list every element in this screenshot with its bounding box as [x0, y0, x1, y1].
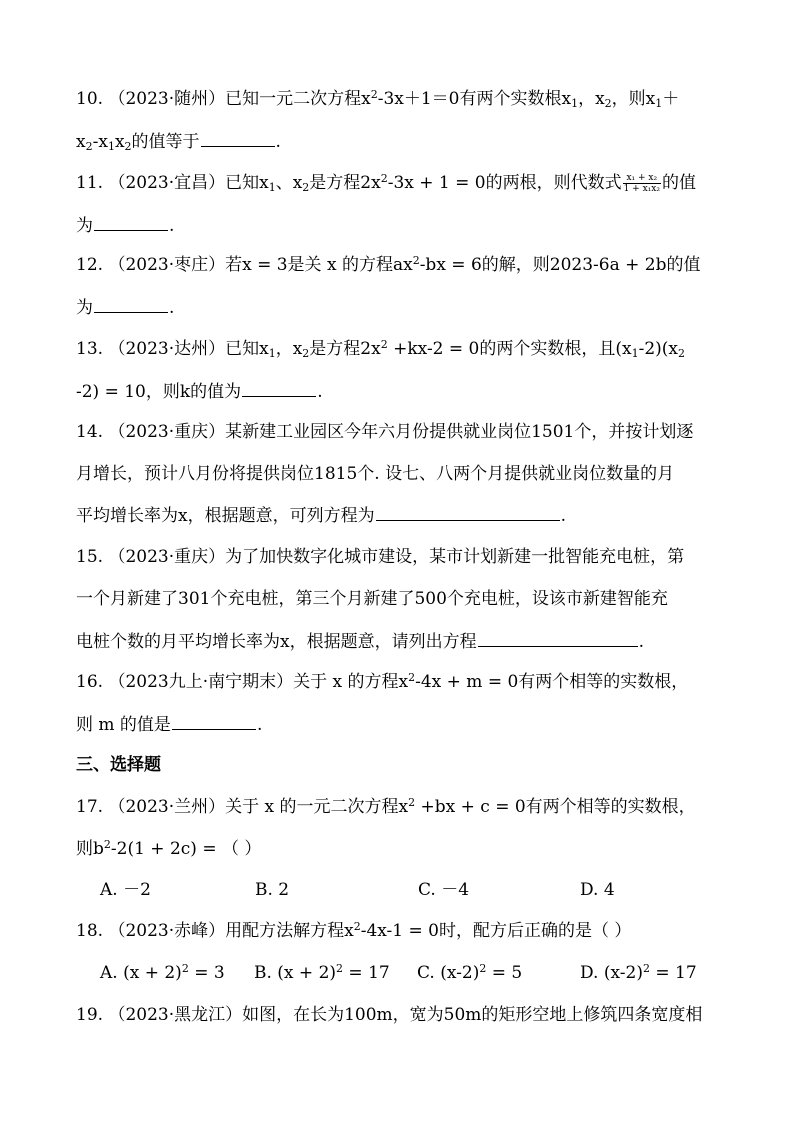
question-14-text: 平均增长率为x，根据题意，可列方程为	[76, 506, 375, 526]
question-19-line-1: 19. （2023·黑龙江）如图，在长为100m，宽为50m的矩形空地上修筑四条宽度相	[76, 1005, 703, 1025]
option-text: = 17	[343, 963, 390, 983]
question-12-text: 12. （2023·枣庄）若x = 3是关 x 的方程ax	[76, 255, 413, 275]
question-11-text: 、x	[275, 173, 303, 193]
question-15-line-3	[76, 630, 644, 653]
question-16-text: -4x + m = 0有两个相等的实数根，	[415, 672, 689, 692]
question-11-text: 是方程2x	[309, 173, 381, 193]
question-11-text: .	[169, 216, 175, 236]
fraction-numerator: x₁ + x₂	[623, 173, 661, 184]
subscript: 2	[678, 347, 686, 360]
subscript: 2	[124, 140, 132, 153]
option-b[interactable]	[254, 962, 390, 984]
superscript: 2	[479, 962, 487, 975]
option-d[interactable]: D. 4	[580, 880, 615, 900]
answer-blank[interactable]	[201, 130, 275, 147]
option-c[interactable]	[417, 962, 522, 984]
subscript: 2	[604, 97, 612, 110]
question-10-line-1	[76, 88, 679, 110]
question-16-line-1	[76, 671, 688, 693]
question-11-line-1	[76, 172, 696, 194]
subscript: 1	[268, 347, 276, 360]
question-12-line-1	[76, 254, 700, 276]
option-text: A. (x + 2)	[100, 963, 182, 983]
question-14-line-3	[76, 504, 566, 527]
question-14-text: .	[560, 506, 566, 526]
question-13-text: +kx-2 = 0的两个实数根，且(x	[387, 339, 632, 359]
option-text: = 17	[649, 963, 697, 983]
question-15-line-2: 一个月新建了301个充电桩，第三个月新建了500个充电桩，设该市新建智能充	[76, 589, 668, 609]
answer-blank[interactable]	[242, 380, 316, 397]
question-14-line-1: 14. （2023·重庆）某新建工业园区今年六月份提供就业岗位1501个，并按计划逐	[76, 422, 694, 442]
question-10-line-2	[76, 130, 281, 153]
question-16-text: .	[256, 715, 263, 735]
subscript: 1	[107, 140, 115, 153]
question-13-line-1	[76, 338, 685, 360]
superscript: 2	[412, 254, 420, 267]
subscript: 2	[302, 181, 310, 194]
question-13-line-2	[76, 380, 323, 403]
option-a[interactable]: A. －2	[100, 880, 151, 900]
question-16-line-2	[76, 713, 262, 736]
question-18-line-1	[76, 920, 631, 942]
question-18-text: -4x-1 = 0时，配方后正确的是（ ）	[360, 921, 632, 941]
question-17-text: 17. （2023·兰州）关于 x 的一元二次方程x	[76, 797, 409, 817]
question-10-text: .	[275, 132, 281, 152]
question-16-text: 则 m 的值是	[76, 715, 171, 735]
answer-blank[interactable]	[376, 504, 560, 521]
subscript: 1	[268, 181, 276, 194]
option-text: B. (x + 2)	[254, 963, 337, 983]
question-10-text: x	[76, 132, 86, 152]
question-10-text: -x	[92, 132, 108, 152]
question-15-text: .	[638, 632, 644, 652]
subscript: 2	[302, 347, 310, 360]
question-10-text: ＋	[662, 89, 680, 109]
question-10-text: -3x＋1＝0有两个实数根x	[377, 89, 572, 109]
option-d[interactable]	[580, 962, 697, 984]
question-17-line-1	[76, 796, 696, 818]
option-c[interactable]: C. －4	[418, 880, 470, 900]
section-heading: 三、选择题	[76, 755, 161, 775]
option-b[interactable]: B. 2	[255, 880, 290, 900]
question-12-text: -bx = 6的解，则2023-6a + 2b的值	[419, 255, 701, 275]
question-12-text: .	[169, 298, 175, 318]
superscript: 2	[353, 920, 361, 933]
question-14-line-2: 月增长，预计八月份将提供岗位1815个. 设七、八两个月提供就业岗位数量的月	[76, 464, 675, 484]
question-13-text: .	[317, 382, 323, 402]
question-15-line-1: 15. （2023·重庆）为了加快数字化城市建设，某市计划新建一批智能充电桩，第	[76, 547, 685, 567]
question-10-text: x	[114, 132, 125, 152]
superscript: 2	[408, 671, 416, 684]
question-11-text: 11. （2023·宜昌）已知x	[76, 173, 269, 193]
question-13-text: ，x	[275, 339, 303, 359]
option-a[interactable]	[100, 962, 225, 984]
answer-blank[interactable]	[478, 630, 638, 647]
question-13-text: 是方程2x	[309, 339, 381, 359]
superscript: 2	[380, 172, 388, 185]
question-10-text: 10. （2023·随州）已知一元二次方程x	[76, 89, 371, 109]
answer-blank[interactable]	[172, 713, 256, 730]
question-11-text: 为	[76, 216, 93, 236]
superscript: 2	[408, 796, 416, 809]
question-11-text: -3x + 1 = 0的两根，则代数式	[387, 173, 622, 193]
option-text: D. (x-2)	[580, 963, 643, 983]
superscript: 2	[336, 962, 344, 975]
subscript: 1	[571, 97, 579, 110]
question-11-line-2	[76, 214, 174, 237]
question-17-text: +bx + c = 0有两个相等的实数根，	[415, 797, 696, 817]
question-12-text: 为	[76, 298, 93, 318]
fraction-denominator: 1 + x₁x₂	[623, 184, 660, 194]
question-18-text: 18. （2023·赤峰）用配方法解方程x	[76, 921, 354, 941]
subscript: 2	[85, 140, 93, 153]
question-13-text: 13. （2023·达州）已知x	[76, 339, 269, 359]
question-15-text: 电桩个数的月平均增长率为x，根据题意，请列出方程	[76, 632, 477, 652]
superscript: 2	[380, 338, 388, 351]
question-17-line-2	[76, 838, 261, 860]
question-13-text: -2) = 10，则k的值为	[76, 382, 242, 402]
question-10-text: ，则x	[611, 89, 656, 109]
question-11-text: 的值	[661, 173, 696, 193]
question-10-text: 的值等于	[131, 132, 200, 152]
question-16-text: 16. （2023九上·南宁期末）关于 x 的方程x	[76, 672, 409, 692]
superscript: 2	[642, 962, 650, 975]
superscript: 2	[181, 962, 189, 975]
superscript: 2	[370, 88, 378, 101]
question-10-text: ，x	[578, 89, 605, 109]
question-13-text: -2)(x	[638, 339, 679, 359]
option-text: C. (x-2)	[417, 963, 480, 983]
option-text: = 5	[486, 963, 523, 983]
option-text: = 3	[188, 963, 225, 983]
subscript: 1	[655, 97, 663, 110]
answer-blank[interactable]	[94, 296, 168, 313]
question-17-text: 则b	[76, 839, 104, 859]
question-17-text: -2(1 + 2c) = （ ）	[110, 839, 262, 859]
question-12-line-2	[76, 296, 174, 319]
subscript: 1	[631, 347, 639, 360]
fraction-expression	[623, 173, 661, 194]
superscript: 2	[103, 838, 111, 851]
answer-blank[interactable]	[94, 214, 168, 231]
